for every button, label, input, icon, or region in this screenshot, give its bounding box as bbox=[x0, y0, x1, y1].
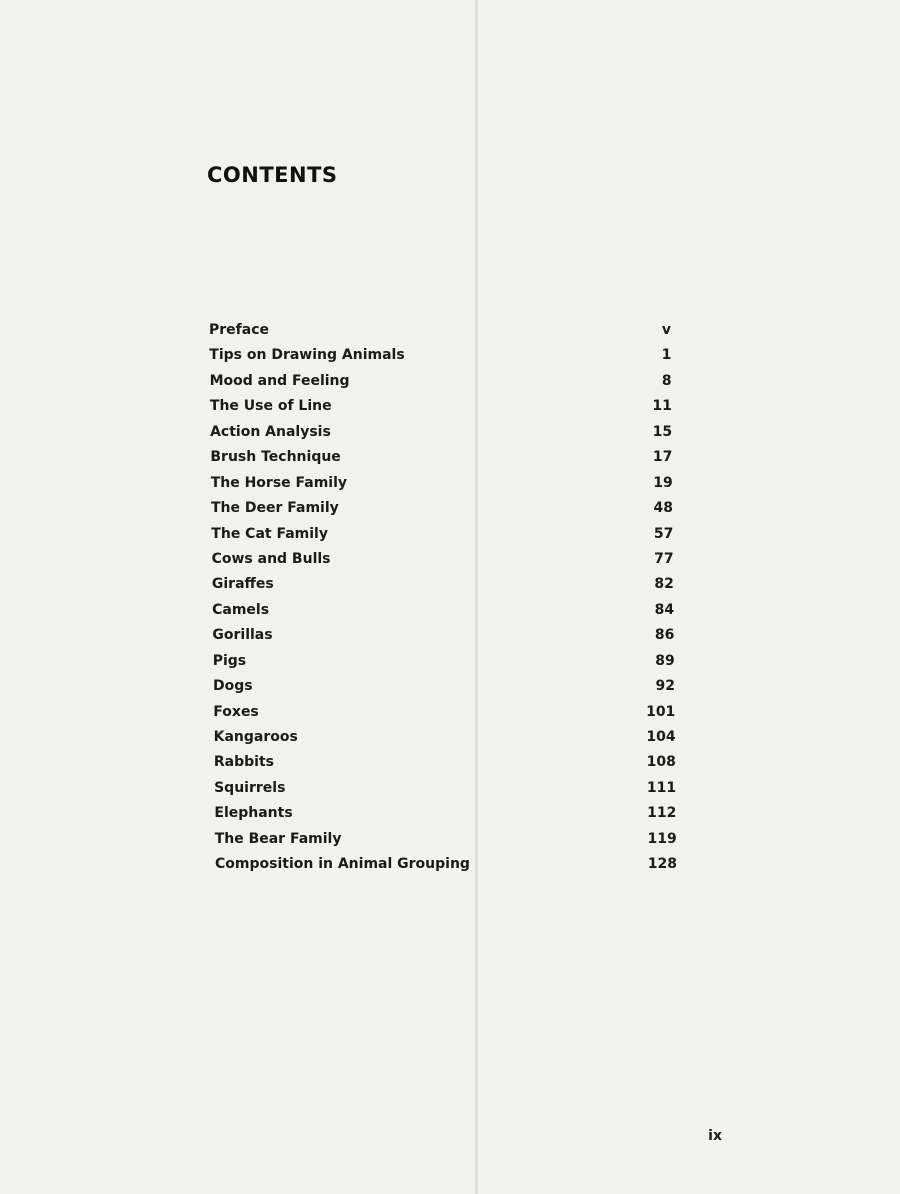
toc-entry bbox=[209, 369, 681, 394]
toc-entry bbox=[209, 547, 681, 572]
toc-entry bbox=[209, 725, 681, 750]
toc-entry-title: Squirrels bbox=[214, 779, 286, 796]
toc-entry-page-number: 101 bbox=[646, 703, 676, 720]
toc-entry-title: The Use of Line bbox=[209, 398, 332, 415]
toc-entry-title: Kangaroos bbox=[213, 729, 298, 745]
toc-entry-title: Foxes bbox=[213, 703, 259, 720]
toc-entry bbox=[209, 522, 681, 547]
contents-heading: CONTENTS bbox=[207, 163, 338, 187]
toc-entry bbox=[209, 700, 681, 725]
toc-entry bbox=[209, 471, 681, 496]
toc-entry-page-number: 82 bbox=[654, 576, 674, 593]
toc-entry-title: Composition in Animal Grouping bbox=[215, 856, 470, 873]
toc-entry-page-number: 112 bbox=[647, 805, 677, 822]
toc-entry-title: The Deer Family bbox=[211, 500, 339, 517]
toc-entry bbox=[209, 420, 681, 445]
toc-entry-title: Mood and Feeling bbox=[209, 372, 350, 389]
toc-entry-title: The Horse Family bbox=[210, 474, 348, 491]
toc-entry bbox=[209, 801, 681, 826]
toc-entry bbox=[209, 776, 681, 801]
toc-entry-title: Gorillas bbox=[212, 627, 273, 644]
toc-entry-title: Giraffes bbox=[211, 576, 274, 593]
toc-entry bbox=[209, 343, 681, 368]
toc-entry bbox=[209, 572, 681, 597]
toc-entry bbox=[209, 318, 681, 343]
toc-entry-page-number: 1 bbox=[661, 347, 672, 364]
toc-entry bbox=[209, 852, 681, 877]
toc-entry-page-number: 89 bbox=[655, 652, 675, 669]
toc-entry-page-number: 111 bbox=[646, 779, 677, 796]
toc-entry bbox=[209, 649, 681, 674]
toc-entry bbox=[209, 496, 681, 521]
toc-entry-page-number: 19 bbox=[653, 474, 673, 491]
toc-entry-page-number: 104 bbox=[646, 729, 676, 745]
toc-entry-title: Dogs bbox=[213, 678, 253, 695]
toc-entry-page-number: 119 bbox=[647, 830, 677, 847]
toc-entry-title: Pigs bbox=[212, 652, 247, 669]
toc-entry bbox=[209, 598, 681, 623]
toc-entry-title: Camels bbox=[212, 601, 270, 618]
toc-entry bbox=[209, 674, 681, 699]
page-number: ix bbox=[708, 1128, 722, 1144]
toc-entry-page-number: 17 bbox=[652, 449, 673, 466]
toc-entry-title: Brush Technique bbox=[210, 449, 341, 466]
toc-entry-page-number: 86 bbox=[654, 627, 675, 644]
toc-entry-title: Action Analysis bbox=[210, 423, 331, 440]
toc-entry-page-number: 57 bbox=[653, 525, 674, 542]
toc-entry bbox=[209, 394, 681, 419]
toc-entry-page-number: 128 bbox=[647, 856, 677, 873]
toc-entry-page-number: 77 bbox=[654, 550, 674, 567]
toc-entry bbox=[209, 750, 681, 775]
toc-entry-page-number: 11 bbox=[652, 398, 672, 415]
toc-entry-page-number: 84 bbox=[654, 601, 675, 618]
toc-entry-page-number: 92 bbox=[655, 678, 675, 695]
toc-entry-page-number: v bbox=[661, 322, 671, 338]
toc-entry-page-number: 15 bbox=[652, 423, 673, 440]
toc-entry bbox=[209, 623, 681, 648]
toc-entry-title: Preface bbox=[209, 322, 269, 338]
toc-entry-page-number: 48 bbox=[653, 500, 673, 517]
table-of-contents bbox=[209, 318, 681, 878]
toc-entry-title: Cows and Bulls bbox=[211, 550, 331, 567]
toc-entry-title: Elephants bbox=[214, 805, 293, 822]
toc-entry-page-number: 8 bbox=[661, 372, 672, 389]
toc-entry bbox=[209, 445, 681, 470]
toc-entry-title: Rabbits bbox=[213, 754, 274, 771]
toc-entry-title: The Bear Family bbox=[214, 830, 342, 847]
toc-entry-page-number: 108 bbox=[646, 754, 676, 771]
toc-entry-title: The Cat Family bbox=[211, 525, 328, 542]
toc-entry-title: Tips on Drawing Animals bbox=[209, 347, 405, 364]
toc-entry bbox=[209, 827, 681, 852]
